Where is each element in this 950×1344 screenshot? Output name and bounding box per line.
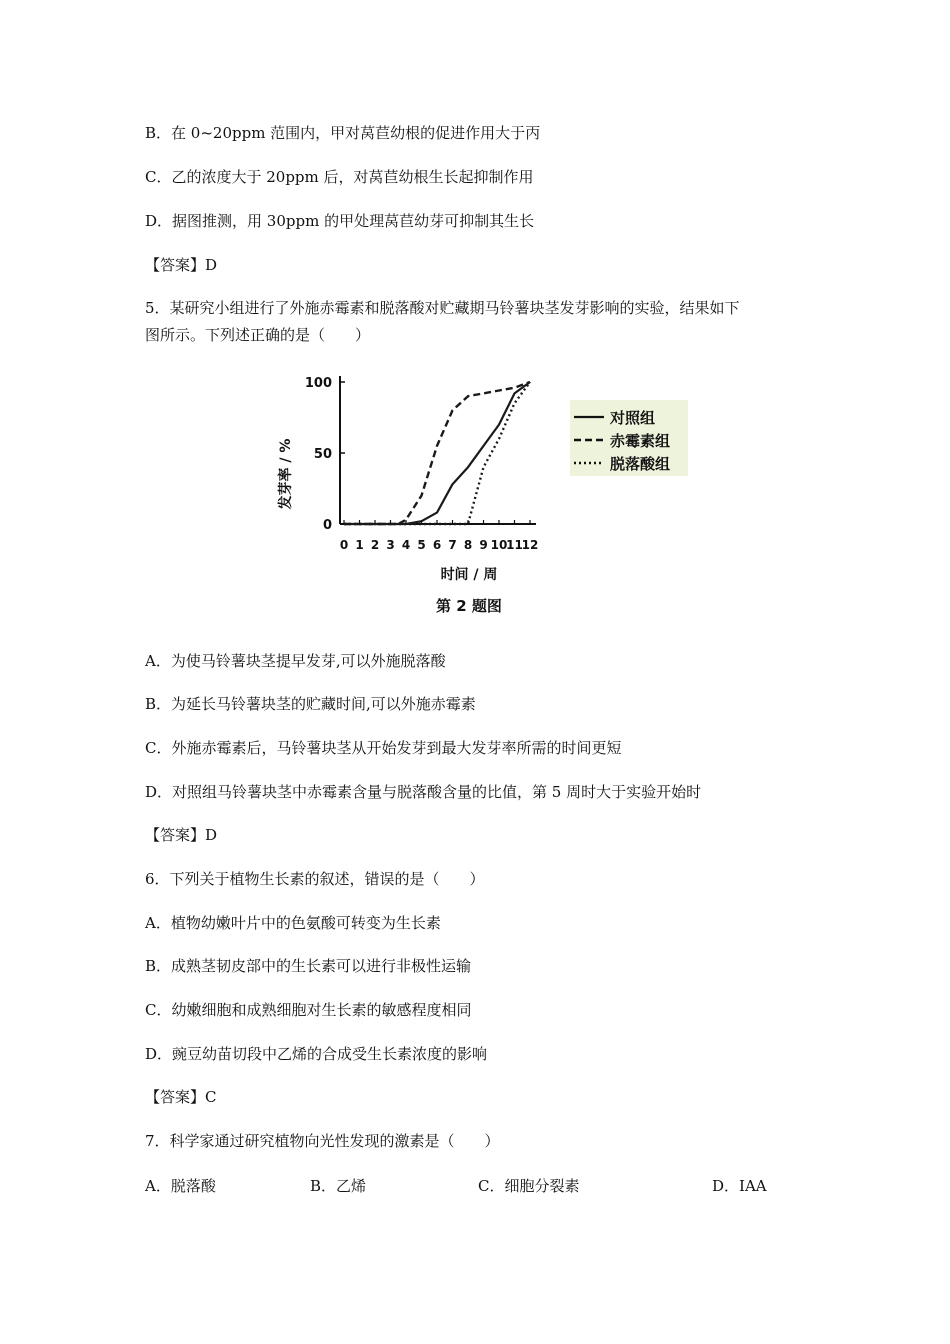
q4-option-d: D．据图推测，用 30ppm 的甲处理莴苣幼芽可抑制其生长 xyxy=(145,212,535,230)
q5-stem-line-1: 5．某研究小组进行了外施赤霉素和脱落酸对贮藏期马铃薯块茎发芽影响的实验，结果如下 xyxy=(145,299,740,317)
y-axis-label: 发芽率 / % xyxy=(278,438,294,510)
y-tick-label: 50 xyxy=(313,447,332,462)
q5-option-d: D．对照组马铃薯块茎中赤霉素含量与脱落酸含量的比值，第 5 周时大于实验开始时 xyxy=(145,783,702,801)
x-tick-label: 1 xyxy=(355,538,364,552)
y-tick-label: 100 xyxy=(304,376,332,391)
x-tick-label: 4 xyxy=(401,538,411,552)
q6-option-d: D．豌豆幼苗切段中乙烯的合成受生长素浓度的影响 xyxy=(145,1045,488,1063)
answer-5: 【答案】D xyxy=(145,826,218,844)
legend-label-2: 赤霉素组 xyxy=(610,432,671,450)
x-tick-label: 0 xyxy=(339,538,349,552)
x-tick-label: 9 xyxy=(479,538,488,552)
germination-chart xyxy=(268,362,688,620)
q7-stem: 7．科学家通过研究植物向光性发现的激素是（ ） xyxy=(145,1132,500,1150)
chart-title: 第 2 题图 xyxy=(436,597,502,615)
x-axis-label: 时间 / 周 xyxy=(440,567,498,583)
series-line-1 xyxy=(344,382,530,524)
q5-option-c: C．外施赤霉素后，马铃薯块茎从开始发芽到最大发芽率所需的时间更短 xyxy=(145,739,622,757)
series-line-3 xyxy=(344,382,530,524)
x-tick-label: 8 xyxy=(463,538,473,552)
x-tick-label: 6 xyxy=(432,538,442,552)
q7-options xyxy=(145,1175,785,1197)
q7-option-b: B．乙烯 xyxy=(310,1177,367,1195)
y-tick-label: 0 xyxy=(322,518,332,533)
x-tick-label: 5 xyxy=(417,538,426,552)
series-line-2 xyxy=(344,382,530,524)
q6-stem: 6．下列关于植物生长素的叙述，错误的是（ ） xyxy=(145,870,485,888)
q5-option-b: B．为延长马铃薯块茎的贮藏时间,可以外施赤霉素 xyxy=(145,695,476,713)
q6-option-c: C．幼嫩细胞和成熟细胞对生长素的敏感程度相同 xyxy=(145,1001,472,1019)
q7-option-c: C．细胞分裂素 xyxy=(478,1177,580,1195)
q4-option-c: C．乙的浓度大于 20ppm 后，对莴苣幼根生长起抑制作用 xyxy=(145,168,534,186)
chart-svg xyxy=(268,362,688,620)
q4-option-b: B．在 0~20ppm 范围内，甲对莴苣幼根的促进作用大于丙 xyxy=(145,124,541,142)
answer-4: 【答案】D xyxy=(145,256,218,274)
legend-label-3: 脱落酸组 xyxy=(610,455,671,473)
x-tick-label: 12 xyxy=(521,538,539,552)
q7-option-a: A．脱落酸 xyxy=(145,1177,216,1195)
legend-label-1: 对照组 xyxy=(610,409,656,427)
q5-option-a: A．为使马铃薯块茎提早发芽,可以外施脱落酸 xyxy=(145,652,446,670)
answer-6: 【答案】C xyxy=(145,1088,217,1106)
x-tick-label: 10 xyxy=(490,538,508,552)
q6-option-b: B．成熟茎韧皮部中的生长素可以进行非极性运输 xyxy=(145,957,472,975)
q7-option-d: D．IAA xyxy=(712,1177,767,1195)
x-tick-label: 3 xyxy=(386,538,395,552)
x-tick-label: 7 xyxy=(448,538,457,552)
q5-stem-line-2: 图所示。下列述正确的是（ ） xyxy=(145,326,371,344)
x-tick-label: 2 xyxy=(370,538,380,552)
x-tick-label: 11 xyxy=(506,538,523,552)
q6-option-a: A．植物幼嫩叶片中的色氨酸可转变为生长素 xyxy=(145,914,441,932)
